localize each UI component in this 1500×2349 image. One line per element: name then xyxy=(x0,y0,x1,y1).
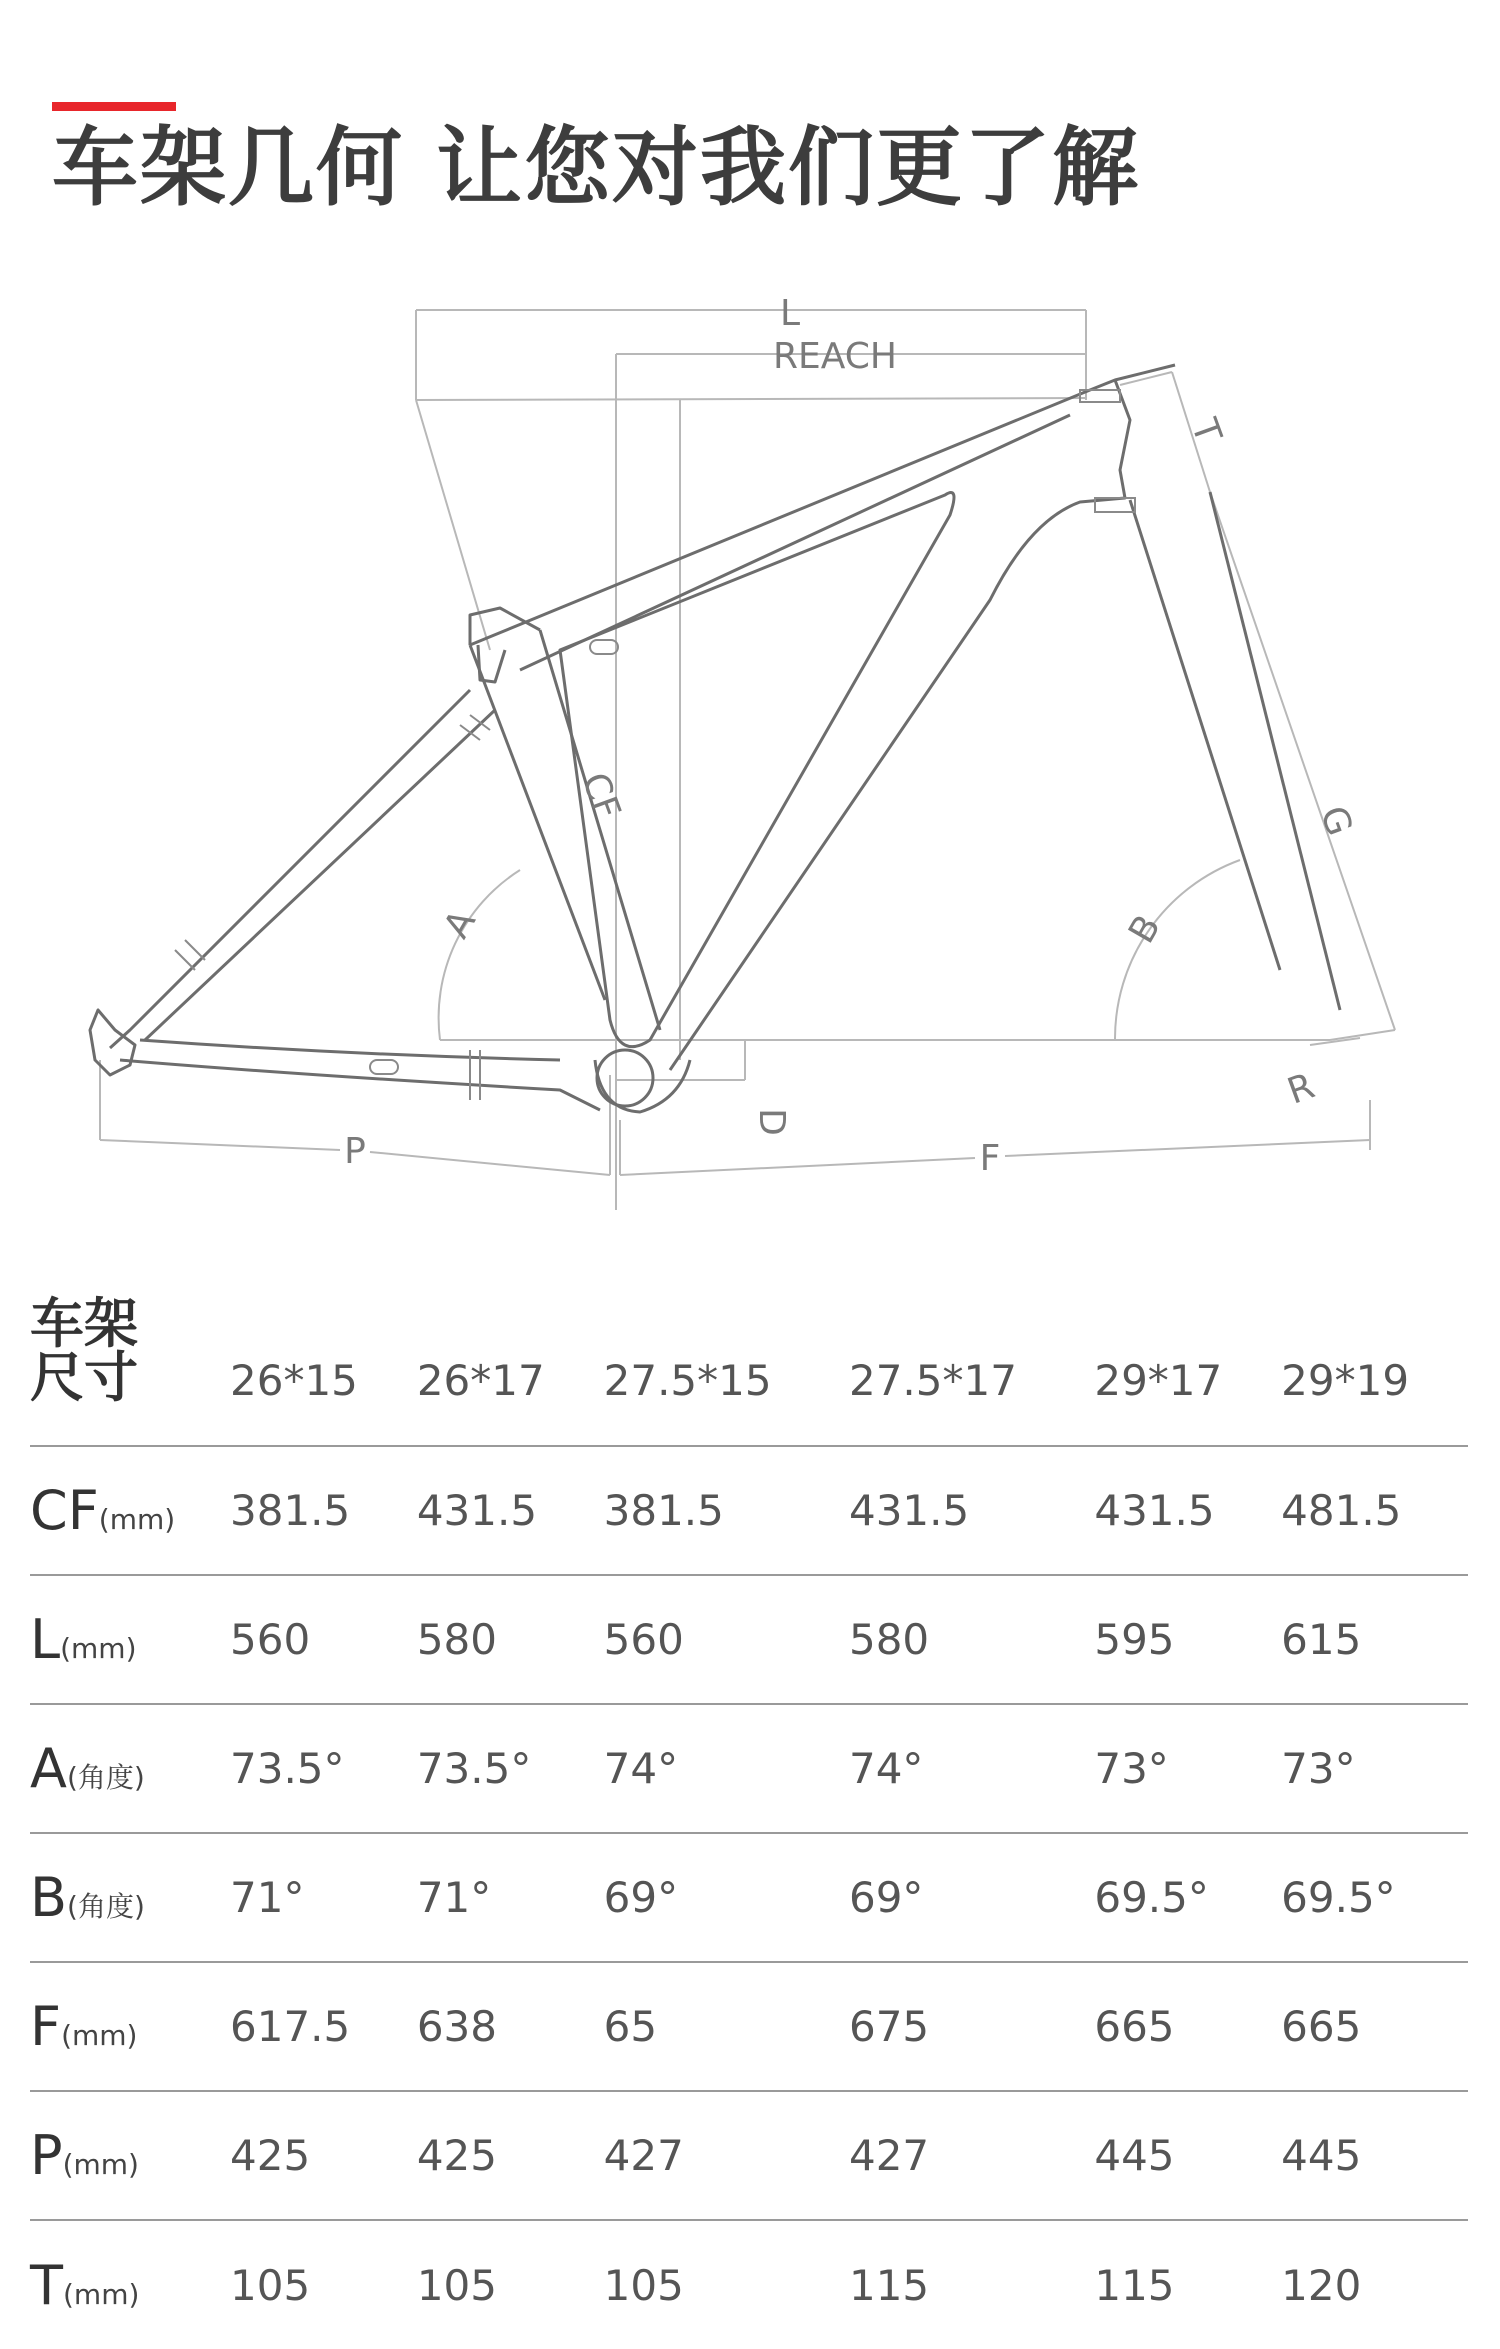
row-unit: (mm) xyxy=(98,1503,176,1536)
table-cell: 71° xyxy=(416,1873,492,1922)
table-cell: 69.5° xyxy=(1281,1873,1396,1922)
table-cell: 115 xyxy=(848,2260,930,2310)
size-header: 26*17 xyxy=(416,1356,545,1405)
size-header: 27.5*17 xyxy=(848,1356,1017,1405)
table-cell: 120 xyxy=(1281,2260,1362,2310)
table-cell: 73.5° xyxy=(230,1744,345,1793)
table-cell: 73° xyxy=(1281,1744,1356,1793)
table-cell: 73.5° xyxy=(416,1744,532,1793)
table-header-row xyxy=(30,1270,1468,1446)
row-label xyxy=(30,1446,230,1575)
row-key: F xyxy=(30,1995,62,2058)
page-title: 车架几何 让您对我们更了解 xyxy=(52,118,1140,218)
table-cell: 74° xyxy=(848,1744,924,1793)
table-cell: 425 xyxy=(230,2131,311,2180)
size-header: 27.5*15 xyxy=(603,1356,772,1405)
table-cell: 675 xyxy=(848,2002,930,2051)
dim-label-reach: REACH xyxy=(773,336,897,377)
table-cell: 560 xyxy=(603,1615,684,1664)
header-label-frame-size: 车架 尺寸 xyxy=(30,1292,138,1409)
dim-label-f: F xyxy=(979,1138,1001,1179)
table-row xyxy=(30,1833,1468,1962)
row-label xyxy=(30,2220,230,2349)
dim-label-r: R xyxy=(1282,1065,1320,1113)
table-cell: 617.5 xyxy=(230,2002,351,2051)
row-label xyxy=(30,1833,230,1962)
table-cell: 105 xyxy=(416,2260,497,2310)
row-label xyxy=(30,1575,230,1704)
row-unit: (mm) xyxy=(62,2148,139,2181)
table-cell: 431.5 xyxy=(848,1486,970,1535)
row-unit: (角度) xyxy=(66,1761,145,1794)
table-cell: 431.5 xyxy=(1094,1486,1215,1535)
table-cell: 69.5° xyxy=(1094,1873,1209,1922)
table-cell: 69° xyxy=(603,1873,679,1922)
row-label xyxy=(30,1962,230,2091)
table-cell: 481.5 xyxy=(1281,1486,1402,1535)
table-cell: 105 xyxy=(603,2260,684,2310)
row-key: CF xyxy=(30,1479,99,1542)
table-cell: 71° xyxy=(230,1873,305,1922)
table-cell: 69° xyxy=(848,1873,924,1922)
table-row xyxy=(30,2220,1468,2349)
frame-geometry-diagram xyxy=(0,270,1500,1210)
dim-label-t: T xyxy=(1182,413,1229,449)
table-cell: 427 xyxy=(848,2131,930,2180)
size-header: 29*19 xyxy=(1281,1356,1410,1405)
row-label xyxy=(30,1704,230,1833)
table-row xyxy=(30,1704,1468,1833)
table-cell: 560 xyxy=(230,1615,311,1664)
dim-label-p: P xyxy=(344,1131,366,1172)
table-cell: 115 xyxy=(1094,2260,1175,2310)
row-key: L xyxy=(30,1608,61,1671)
table-cell: 74° xyxy=(603,1744,679,1793)
table-cell: 638 xyxy=(416,2002,497,2051)
row-label xyxy=(30,2091,230,2220)
dim-label-b: B xyxy=(1121,908,1169,951)
table-cell: 595 xyxy=(1094,1615,1175,1664)
table-cell: 65 xyxy=(603,2002,658,2051)
table-row xyxy=(30,1446,1468,1575)
dim-label-d: D xyxy=(751,1108,792,1136)
table-cell: 381.5 xyxy=(603,1486,724,1535)
size-header: 29*17 xyxy=(1094,1356,1223,1405)
dim-label-g: G xyxy=(1311,800,1360,842)
row-key: A xyxy=(30,1737,67,1800)
table-cell: 615 xyxy=(1281,1615,1362,1664)
row-key: P xyxy=(30,2124,63,2187)
row-unit: (mm) xyxy=(60,1632,137,1665)
row-unit: (mm) xyxy=(61,2019,138,2052)
row-unit: (mm) xyxy=(63,2277,140,2311)
table-cell: 427 xyxy=(603,2131,684,2180)
geometry-table xyxy=(30,1270,1468,2349)
table-cell: 580 xyxy=(848,1615,930,1664)
table-cell: 665 xyxy=(1281,2002,1362,2051)
title-accent-bar xyxy=(52,102,176,111)
table-row xyxy=(30,1962,1468,2091)
table-cell: 73° xyxy=(1094,1744,1169,1793)
row-key: T xyxy=(30,2253,63,2317)
table-cell: 665 xyxy=(1094,2002,1175,2051)
dim-label-a: A xyxy=(436,903,484,946)
table-cell: 425 xyxy=(416,2131,497,2180)
dim-label-l: L xyxy=(779,293,801,334)
dim-label-cf: CF xyxy=(573,767,628,825)
table-cell: 445 xyxy=(1094,2131,1175,2180)
table-row xyxy=(30,1575,1468,1704)
row-unit: (角度) xyxy=(67,1890,145,1923)
table-cell: 105 xyxy=(230,2260,311,2310)
size-header: 26*15 xyxy=(230,1356,358,1405)
table-cell: 445 xyxy=(1281,2131,1362,2180)
table-cell: 580 xyxy=(416,1615,497,1664)
table-row xyxy=(30,2091,1468,2220)
table-cell: 431.5 xyxy=(416,1486,538,1535)
table-cell: 381.5 xyxy=(230,1486,351,1535)
row-key: B xyxy=(30,1866,68,1929)
